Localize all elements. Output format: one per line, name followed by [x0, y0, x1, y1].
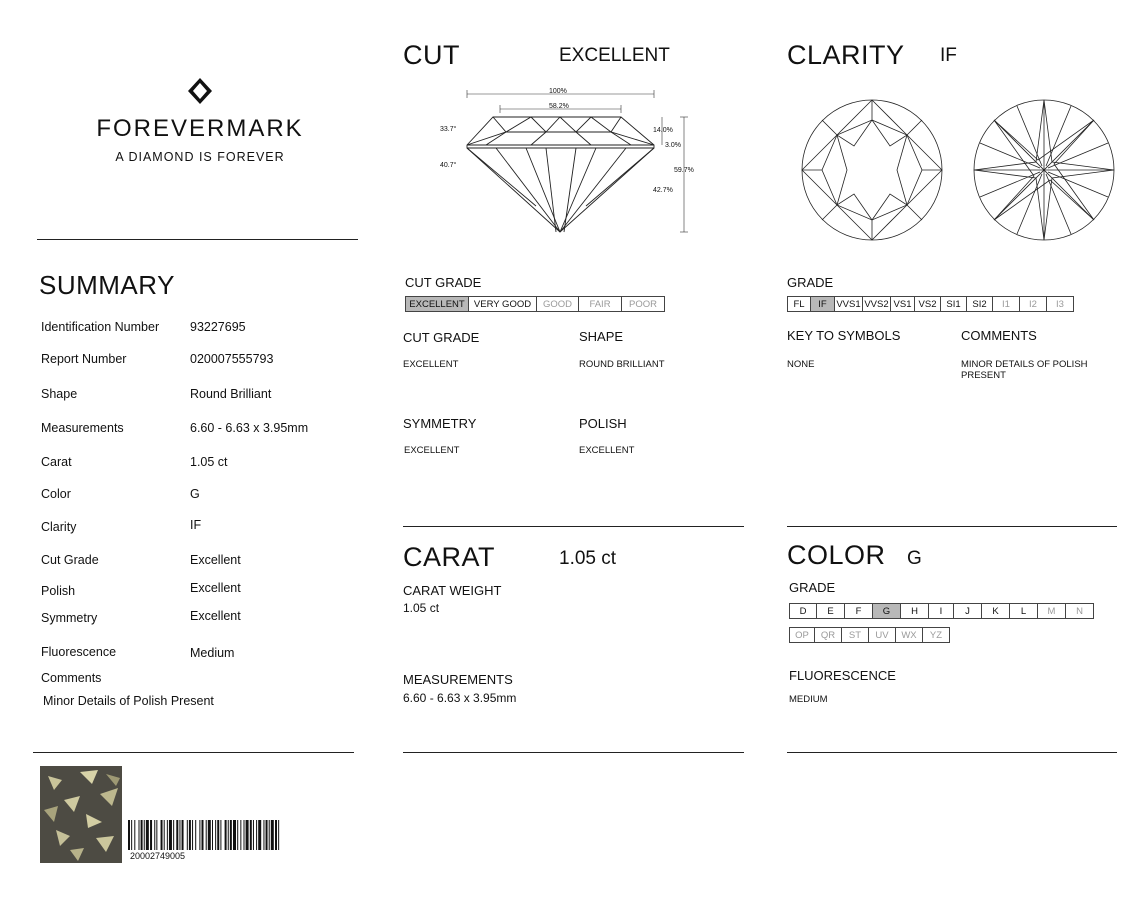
cut-grade-value: EXCELLENT [403, 359, 459, 370]
summary-label: Cut Grade [41, 553, 99, 567]
barcode-bar [250, 820, 252, 850]
cut-value: EXCELLENT [559, 45, 670, 66]
color-grade-scale-extended [789, 627, 950, 643]
cut-girdle: 3.0% [665, 142, 681, 149]
grade-cell: WX [896, 627, 923, 643]
summary-label: Polish [41, 584, 76, 598]
barcode-bar [244, 820, 245, 850]
summary-value: 93227695 [190, 320, 246, 334]
diamond-photo [40, 766, 122, 863]
grade-cell: GOOD [537, 296, 579, 312]
summary-value: 1.05 ct [190, 455, 228, 469]
cut-total-depth: 59.7% [674, 167, 694, 174]
divider [787, 752, 1117, 753]
barcode-bar [269, 820, 270, 850]
grade-cell: SI2 [967, 296, 993, 312]
barcode-bar [208, 820, 211, 850]
summary-value: Excellent [190, 609, 241, 623]
grade-cell: ST [842, 627, 869, 643]
barcode-number: 20002749005 [130, 851, 186, 861]
grade-cell: FL [787, 296, 811, 312]
barcode [128, 820, 352, 850]
grade-cell: M [1038, 603, 1066, 619]
grade-cell: I [929, 603, 954, 619]
summary-value: Round Brilliant [190, 387, 272, 401]
cut-crown-angle: 33.7° [440, 126, 457, 133]
barcode-bar [225, 820, 227, 850]
brand-tagline: A DIAMOND IS FOREVER [115, 150, 285, 164]
clarity-grade-label: GRADE [787, 275, 834, 290]
barcode-bar [253, 820, 254, 850]
barcode-bar [263, 820, 264, 850]
barcode-bar [192, 820, 193, 850]
barcode-bar [246, 820, 249, 850]
barcode-bar [167, 820, 168, 850]
cut-grade-scale [405, 296, 665, 312]
symmetry-value: EXCELLENT [404, 445, 460, 456]
barcode-bar [134, 820, 135, 850]
divider [403, 752, 744, 753]
grade-cell: G [873, 603, 901, 619]
key-to-symbols-value: NONE [787, 359, 815, 370]
summary-label: Identification Number [41, 320, 160, 334]
barcode-bar [233, 820, 236, 850]
summary-value: Excellent [190, 553, 241, 567]
barcode-bar [128, 820, 130, 850]
barcode-bar [266, 820, 268, 850]
barcode-bar [202, 820, 204, 850]
grade-cell: N [1066, 603, 1094, 619]
summary-label: Carat [41, 455, 72, 469]
measurements-value: 6.60 - 6.63 x 3.95mm [403, 691, 517, 705]
barcode-bar [237, 820, 238, 850]
comments-value: MINOR DETAILS OF POLISH PRESENT [961, 359, 1088, 381]
barcode-bar [230, 820, 232, 850]
color-grade-label: GRADE [789, 580, 836, 595]
summary-value: IF [190, 518, 202, 532]
fluorescence-value: MEDIUM [789, 694, 828, 705]
barcode-bar [217, 820, 219, 850]
divider [37, 239, 358, 240]
grade-cell: QR [815, 627, 842, 643]
grade-cell: VERY GOOD [469, 296, 537, 312]
summary-value: Medium [190, 646, 235, 660]
barcode-bar [220, 820, 221, 850]
grade-cell: H [901, 603, 929, 619]
summary-label: Fluorescence [41, 645, 117, 659]
barcode-bar [182, 820, 184, 850]
grade-cell: J [954, 603, 982, 619]
cut-grade-scale-label: CUT GRADE [405, 275, 482, 290]
clarity-title: CLARITY [787, 40, 905, 70]
carat-weight-value: 1.05 ct [403, 601, 440, 615]
comments-label: Comments [41, 671, 102, 685]
polish-value: EXCELLENT [579, 445, 635, 456]
barcode-bar [144, 820, 145, 850]
brand-name: FOREVERMARK [96, 115, 304, 142]
summary-label: Report Number [41, 352, 127, 366]
barcode-bar [131, 820, 132, 850]
barcode-bar [141, 820, 143, 850]
color-value: G [907, 548, 922, 569]
barcode-bar [164, 820, 165, 850]
barcode-bar [278, 820, 279, 850]
cut-title: CUT [403, 40, 460, 70]
barcode-bar [187, 820, 188, 850]
summary-value: G [190, 487, 200, 501]
summary-label: Measurements [41, 421, 124, 435]
clarity-value: IF [940, 45, 957, 66]
fluorescence-label: FLUORESCENCE [789, 668, 896, 683]
grade-cell: D [789, 603, 817, 619]
barcode-bar [258, 820, 261, 850]
divider [787, 526, 1117, 527]
barcode-bar [228, 820, 229, 850]
grade-cell: VS1 [891, 296, 915, 312]
barcode-bar [189, 820, 191, 850]
barcode-bar [154, 820, 155, 850]
color-title: COLOR [787, 540, 886, 570]
carat-value: 1.05 ct [559, 548, 617, 569]
shape-label: SHAPE [579, 329, 624, 344]
comments-label: COMMENTS [961, 328, 1037, 343]
grade-cell: E [817, 603, 845, 619]
grade-cell: OP [789, 627, 815, 643]
grade-cell: L [1010, 603, 1038, 619]
cut-table-100: 100% [549, 88, 567, 95]
grade-cell: K [982, 603, 1010, 619]
divider [33, 752, 354, 753]
grade-cell: EXCELLENT [405, 296, 469, 312]
barcode-bar [199, 820, 200, 850]
clarity-crown-diagram [800, 98, 944, 242]
barcode-bar [161, 820, 163, 850]
barcode-bar [150, 820, 152, 850]
carat-title: CARAT [403, 542, 496, 572]
shape-value: ROUND BRILLIANT [579, 359, 665, 370]
color-grade-scale [789, 603, 1094, 619]
summary-label: Shape [41, 387, 78, 401]
cut-grade-label: CUT GRADE [403, 330, 480, 345]
barcode-bar [139, 820, 140, 850]
polish-label: POLISH [579, 416, 627, 431]
grade-cell: YZ [923, 627, 950, 643]
summary-value: 020007555793 [190, 352, 274, 366]
barcode-bar [256, 820, 257, 850]
grade-cell: SI1 [941, 296, 967, 312]
barcode-bar [215, 820, 216, 850]
barcode-bar [271, 820, 274, 850]
key-to-symbols-label: KEY TO SYMBOLS [787, 328, 901, 343]
carat-weight-label: CARAT WEIGHT [403, 583, 502, 598]
grade-cell: VVS2 [863, 296, 891, 312]
barcode-bar [173, 820, 174, 850]
barcode-bar [206, 820, 207, 850]
divider [403, 526, 744, 527]
summary-title: SUMMARY [39, 270, 175, 300]
grade-cell: POOR [622, 296, 665, 312]
grade-cell: VVS1 [835, 296, 863, 312]
comments-value: Minor Details of Polish Present [43, 694, 214, 708]
grade-cell: I2 [1020, 296, 1047, 312]
clarity-pavilion-diagram [972, 98, 1116, 242]
summary-label: Clarity [41, 520, 77, 534]
barcode-bar [176, 820, 178, 850]
cut-crown-height: 14.0% [653, 127, 673, 134]
grade-cell: FAIR [579, 296, 622, 312]
measurements-label: MEASUREMENTS [403, 672, 513, 687]
clarity-grade-scale [787, 296, 1074, 312]
summary-label: Symmetry [41, 611, 98, 625]
cut-pavilion-depth: 42.7% [653, 187, 673, 194]
summary-value: 6.60 - 6.63 x 3.95mm [190, 421, 309, 435]
symmetry-label: SYMMETRY [403, 416, 477, 431]
grade-cell: VS2 [915, 296, 941, 312]
barcode-bar [156, 820, 157, 850]
barcode-bar [212, 820, 213, 850]
grade-cell: I3 [1047, 296, 1074, 312]
barcode-bar [275, 820, 277, 850]
grade-cell: I1 [993, 296, 1020, 312]
grade-cell: UV [869, 627, 896, 643]
cut-table-pct: 58.2% [549, 103, 569, 110]
barcode-bar [195, 820, 196, 850]
summary-label: Color [41, 487, 71, 501]
diamond-logo-icon [186, 77, 214, 105]
summary-value: Excellent [190, 581, 241, 595]
grade-cell: IF [811, 296, 835, 312]
barcode-bar [240, 820, 241, 850]
cut-pavilion-angle: 40.7° [440, 162, 457, 169]
barcode-bar [169, 820, 172, 850]
grade-cell: F [845, 603, 873, 619]
barcode-bar [146, 820, 149, 850]
barcode-bar [179, 820, 180, 850]
